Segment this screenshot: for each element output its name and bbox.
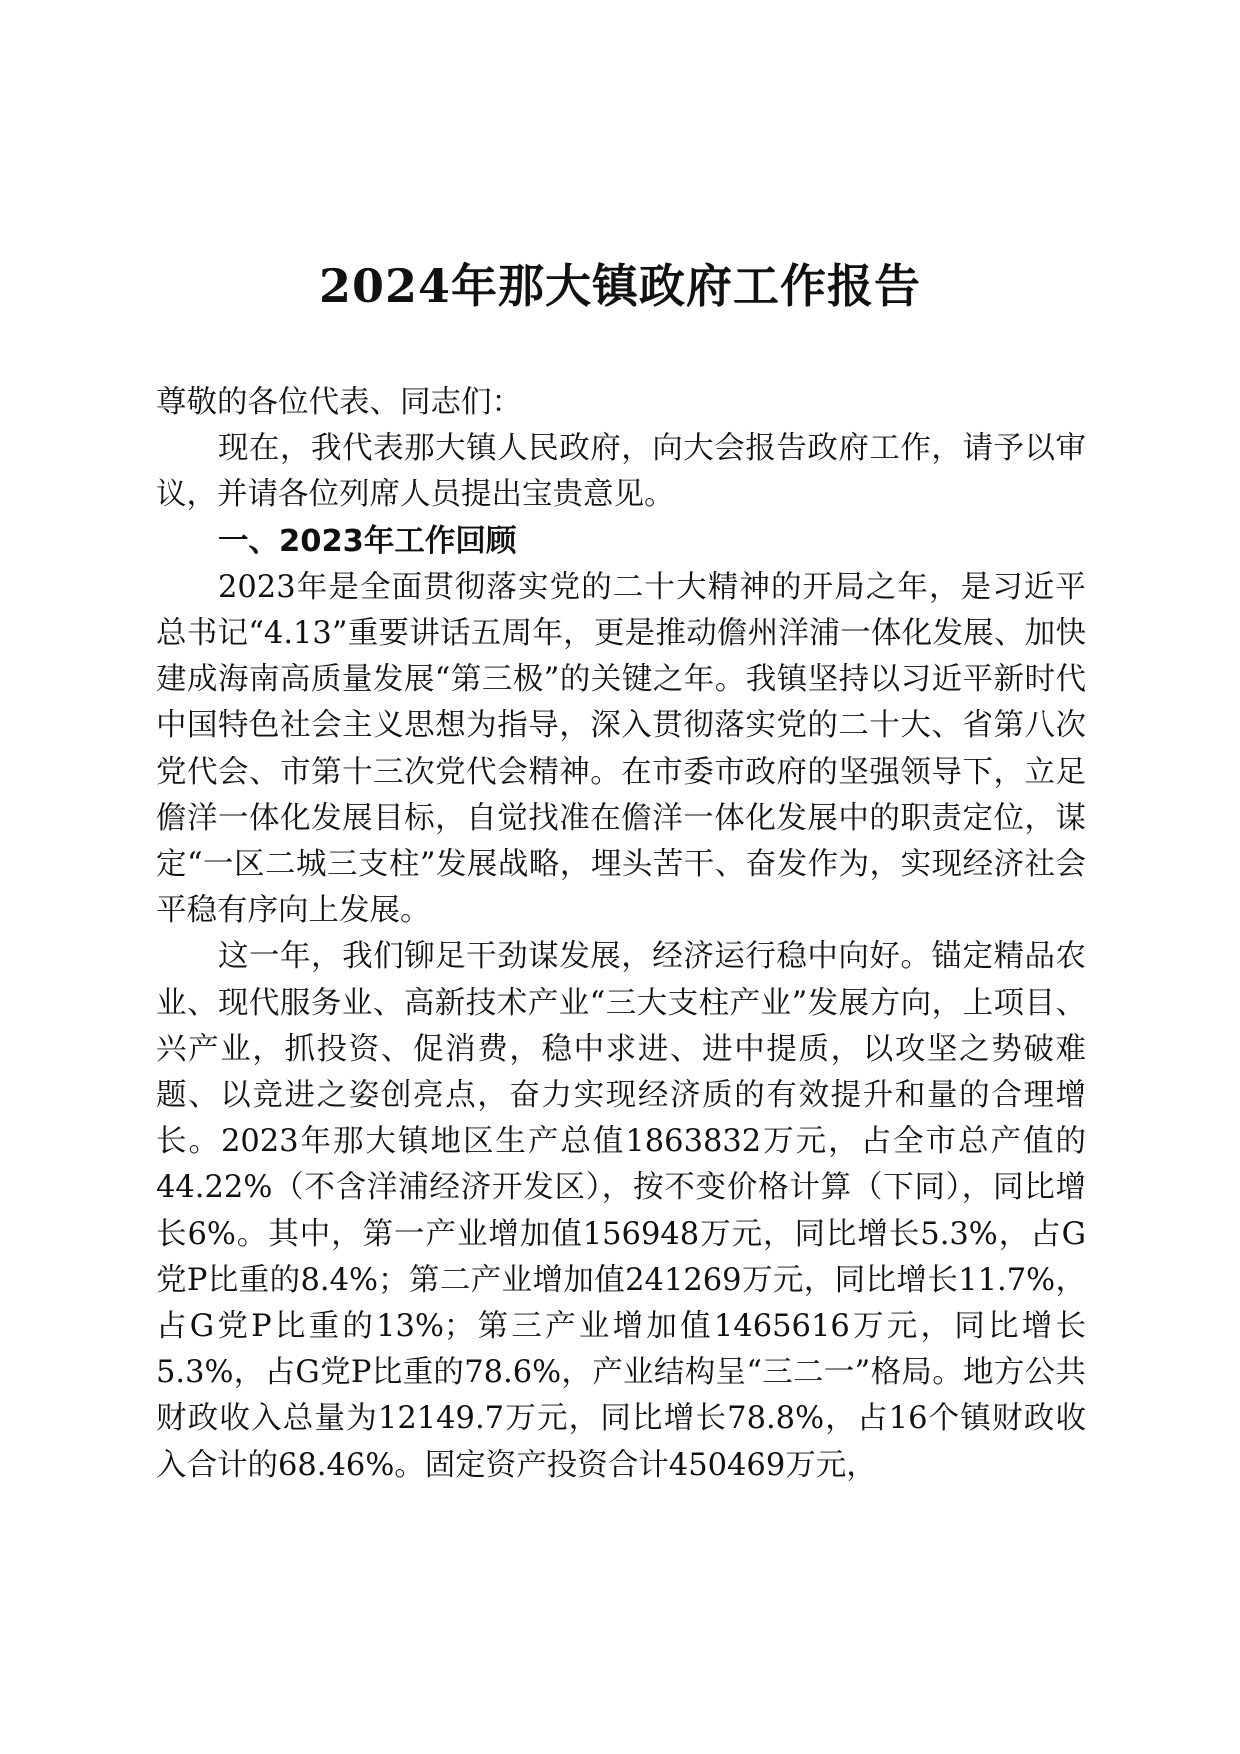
salutation: 尊敬的各位代表、同志们： [156,385,522,420]
intro-paragraph: 现在，我代表那大镇人民政府，向大会报告政府工作，请予以审议，并请各位列席人员提出宝贵意见。 [156,431,1086,513]
document-body [156,380,1086,1489]
body-paragraph: 2023年是全面贯彻落实党的二十大精神的开局之年，是习近平总书记“4.13”重要讲话五周年，更是推动儋州洋浦一体化发展、加快建成海南高质量发展“第三极”的关键之年。我镇坚持以习近平新时代中国特色社会主义思想为指导，深入贯彻落实党的二十大、省第八次党代会、市第十三次党代会精神。在市委市政府的坚强领导下，立足儋洋一体化发展目标，自觉找准在儋洋一体化发展中的职责定位，谋定“一区二城三支柱”发展战略，埋头苦干、奋发作为，实现经济社会平稳有序向上发展。 [156,569,1086,929]
section-heading: 一、2023年工作回顾 [218,523,517,559]
body-paragraph: 这一年，我们铆足干劲谋发展，经济运行稳中向好。锚定精品农业、现代服务业、高新技术产业“三大支柱产业”发展方向，上项目、兴产业，抓投资、促消费，稳中求进、进中提质，以攻坚之势破难题、以竞进之姿创亮点，奋力实现经济质的有效提升和量的合理增长。2023年那大镇地区生产总值1863832万元，占全市总产值的44.22%（不含洋浦经济开发区），按不变价格计算（下同），同比增长6%。其中，第一产业增加值156948万元，同比增长5.3%，占G党P比重的8.4%；第二产业增加值241269万元，同比增长11.7%，占G党P比重的13%；第三产业增加值1465616万元，同比增长5.3%，占G党P比重的78.6%，产业结构呈“三二一”格局。地方公共财政收入总量为12149.7万元，同比增长78.8%，占16个镇财政收入合计的68.46%。固定资产投资合计450469万元， [156,939,1086,1483]
document-title: 2024年那大镇政府工作报告 [318,259,922,313]
